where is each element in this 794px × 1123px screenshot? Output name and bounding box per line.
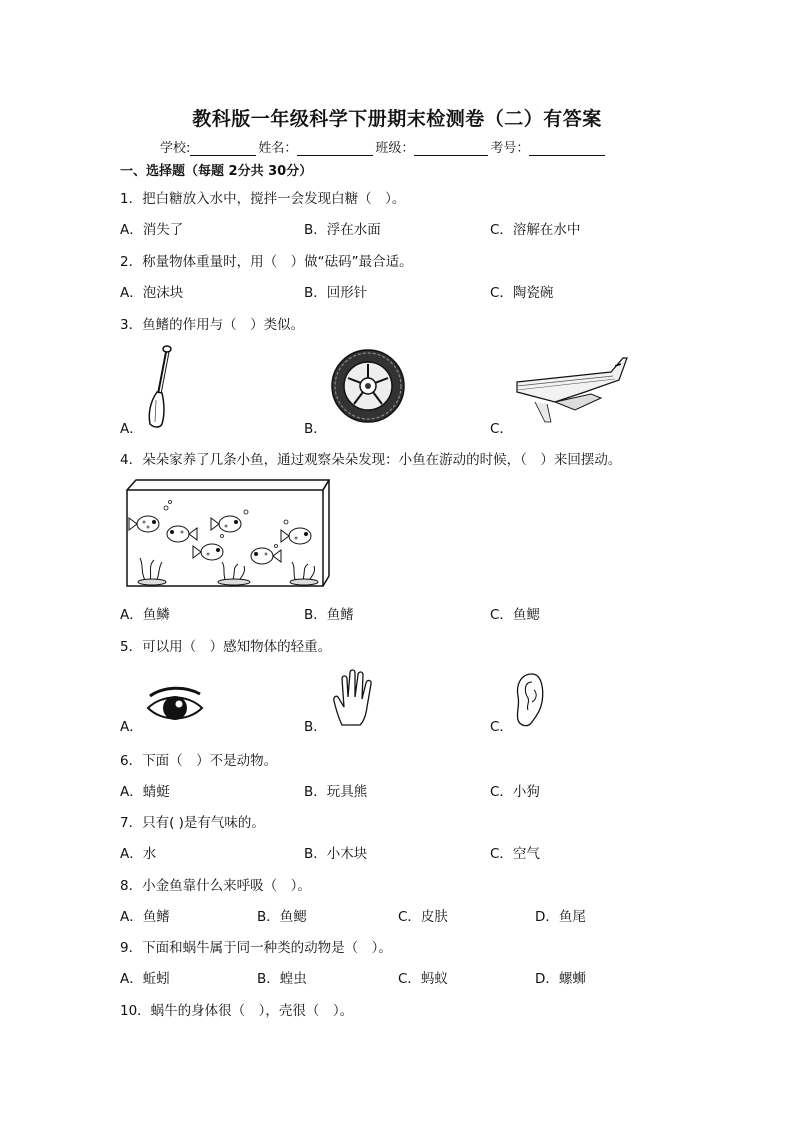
q3-option-a[interactable]: A． [120,421,143,437]
q1-option-a[interactable]: A．消失了 [120,222,184,238]
q2-option-a[interactable]: A．泡沫块 [120,285,184,301]
question-1-stem: 1．把白糖放入水中，搅拌一会发现白糖（ ）。 [120,191,406,207]
q9-option-a[interactable]: A．蚯蚓 [120,971,170,987]
q8-option-a[interactable]: A．鱼鳍 [120,909,170,925]
name-label: 姓名： [258,141,298,156]
q5-option-c[interactable]: C． [490,719,513,735]
question-10-stem: 10．蜗牛的身体很（ ），壳很（ ）。 [120,1003,354,1019]
q3-option-b[interactable]: B． [304,421,327,437]
class-label: 班级： [375,141,415,156]
q2-option-c[interactable]: C．陶瓷碗 [490,285,554,301]
q7-option-c[interactable]: C．空气 [490,846,540,862]
question-5-stem: 5．可以用（ ）感知物体的轻重。 [120,639,332,655]
question-8-stem: 8．小金鱼靠什么来呼吸（ ）。 [120,878,311,894]
eye-icon [144,684,206,728]
q9-option-c[interactable]: C．蚂蚁 [398,971,448,987]
q4-option-c[interactable]: C．鱼鳃 [490,607,540,623]
question-3-stem: 3．鱼鳍的作用与（ ）类似。 [120,317,305,333]
q7-option-b[interactable]: B．小木块 [304,846,368,862]
school-label: 学校: [160,141,191,156]
question-2-stem: 2．称量物体重量时，用（ ）做“砝码”最合适。 [120,254,413,270]
q3-option-c[interactable]: C． [490,421,513,437]
school-blank[interactable] [190,141,256,156]
ear-icon [512,672,546,728]
student-info-line [160,137,607,156]
question-4-stem: 4．朵朵家养了几条小鱼，通过观察朵朵发现：小鱼在游动的时候，（ ）来回摆动。 [120,452,622,468]
airplane-wing-icon [515,352,631,426]
q6-option-b[interactable]: B．玩具熊 [304,784,368,800]
q5-option-b[interactable]: B． [304,719,327,735]
paddle-icon [140,342,180,430]
q4-option-b[interactable]: B．鱼鳍 [304,607,354,623]
question-7-stem: 7．只有( )是有气味的。 [120,815,265,831]
q8-option-c[interactable]: C．皮肤 [398,909,448,925]
class-blank[interactable] [414,141,488,156]
question-6-stem: 6．下面（ ）不是动物。 [120,753,278,769]
name-blank[interactable] [297,141,373,156]
q1-option-c[interactable]: C．溶解在水中 [490,222,581,238]
exam-no-blank[interactable] [529,141,605,156]
q6-option-a[interactable]: A．蜻蜓 [120,784,170,800]
exam-no-label: 考号： [490,141,530,156]
q8-option-b[interactable]: B．鱼鳃 [257,909,307,925]
question-9-stem: 9．下面和蜗牛属于同一种类的动物是（ ）。 [120,940,392,956]
q8-option-d[interactable]: D．鱼尾 [535,909,586,925]
q5-option-a[interactable]: A． [120,719,143,735]
fish-tank-icon [126,478,330,588]
q1-option-b[interactable]: B．浮在水面 [304,222,381,238]
page-title: 教科版一年级科学下册期末检测卷（二）有答案 [192,108,602,130]
q2-option-b[interactable]: B．回形针 [304,285,368,301]
wheel-icon [330,348,406,424]
hand-icon [330,667,378,727]
q6-option-c[interactable]: C．小狗 [490,784,540,800]
q4-option-a[interactable]: A．鱼鳞 [120,607,170,623]
q9-option-d[interactable]: D．螺蛳 [535,971,586,987]
q7-option-a[interactable]: A．水 [120,846,157,862]
section-heading: 一、选择题（每题 2分共 30分） [120,164,313,179]
q9-option-b[interactable]: B．蝗虫 [257,971,307,987]
